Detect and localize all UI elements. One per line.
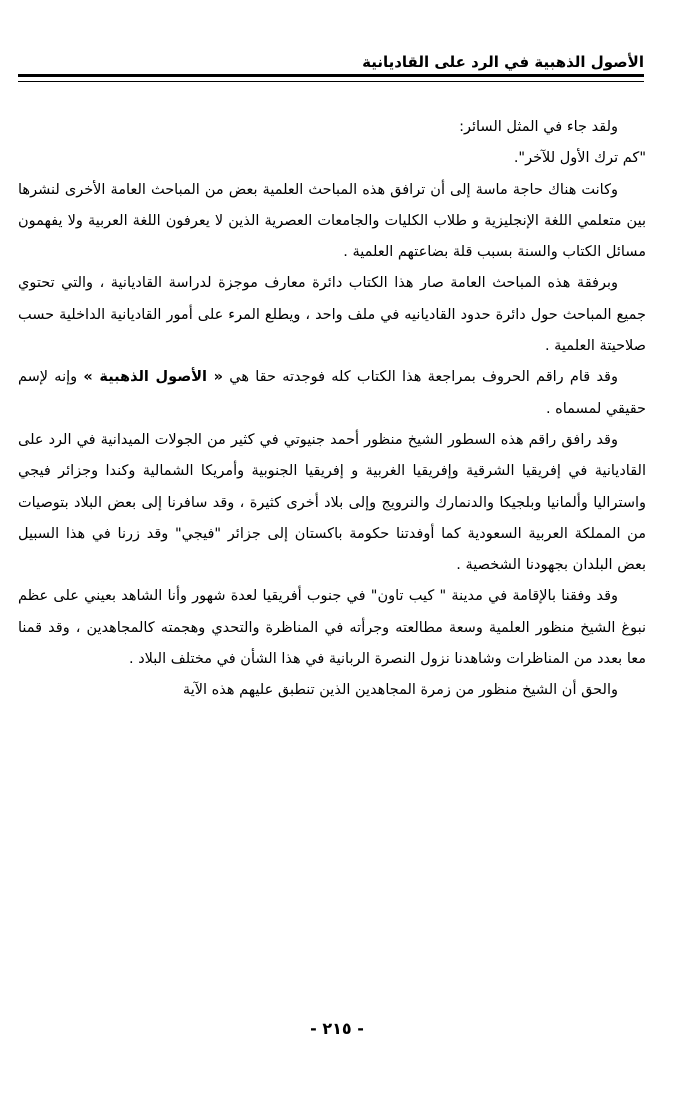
review-text-start: وقد قام راقم الحروف بمراجعة هذا الكتاب كله فوجدته حقا هي — [229, 369, 618, 386]
review-text-end: وإنه لإسم حقيقي لمسماه . — [18, 369, 646, 417]
body-text — [18, 112, 646, 707]
page-header — [18, 52, 644, 88]
paragraph-need: وكانت هناك حاجة ماسة إلى أن ترافق هذه المباحث العلمية بعض من المباحث العامة الأخرى لنشرها بين متعلمي اللغة الإنجليزية و طلاب الكليات والجامعات العصرية الذين لا يعرفون اللغة العربية ولا يفهمون مسائل الكتاب والسنة بسبب قلة بضاعتهم العلمية . — [18, 181, 646, 261]
paragraph-encyclopedia: وبرفقة هذه المباحث العامة صار هذا الكتاب دائرة معارف موجزة لدراسة القاديانية ، والتي تحتوي جميع المباحث حول دائرة حدود القاديانيه في ملف واحد ، ويطلع المرء على أمور القاديانية الداخلية حسب صلاحيتة العلمية . — [18, 275, 646, 355]
page-number: - ٢١٥ - — [310, 1019, 364, 1038]
proverb-quote: "كم ترك الأول للآخر". — [513, 150, 646, 167]
paragraph-truth: والحق أن الشيخ منظور من زمرة المجاهدين الذين تنطبق عليهم هذه الآية — [182, 682, 618, 699]
book-title-term: « الأصول الذهبية » — [83, 369, 224, 386]
header-rule-thick — [18, 74, 644, 77]
paragraph-travels: وقد رافق راقم هذه السطور الشيخ منظور أحمد جنيوتي في كثير من الجولات الميدانية في الرد على القاديانية في إفريقيا الشرقية وإفريقيا الغربية و إفريقيا الجنوبية وأمريكا الشمالية وكندا وجزائر فيجي واستراليا وألمانيا وبلجيكا والدنمارك والنرويج وإلى بلاد أخرى كثيرة ، وقد سافرنا إلى بعض البلاد بتوصيات من المملكة العربية السعودية كما أوفدتنا حكومة باكستان إلى جزائر "فيجي" وقد زرنا في هذا السبيل بعض البلدان بجهودنا الشخصية . — [18, 431, 646, 574]
paragraph-intro: ولقد جاء في المثل السائر: — [459, 119, 618, 135]
running-title: الأصول الذهبية في الرد على القاديانية — [362, 53, 644, 71]
paragraph-capetown: وقد وفقنا بالإقامة في مدينة " كيب تاون" في جنوب أفريقيا لعدة شهور وأنا الشاهد بعيني على عظم نبوغ الشيخ منظور العلمية وسعة مطالعته وجرأته في المناظرة والتحدي وهجمته كالمجاهدين ، وقد قمنا معا بعدد من المناظرات وشاهدنا نزول النصرة الربانية في هذا الشأن في مختلف البلاد . — [18, 588, 646, 668]
header-rule-thin — [18, 81, 644, 82]
paragraph-review — [18, 362, 646, 425]
